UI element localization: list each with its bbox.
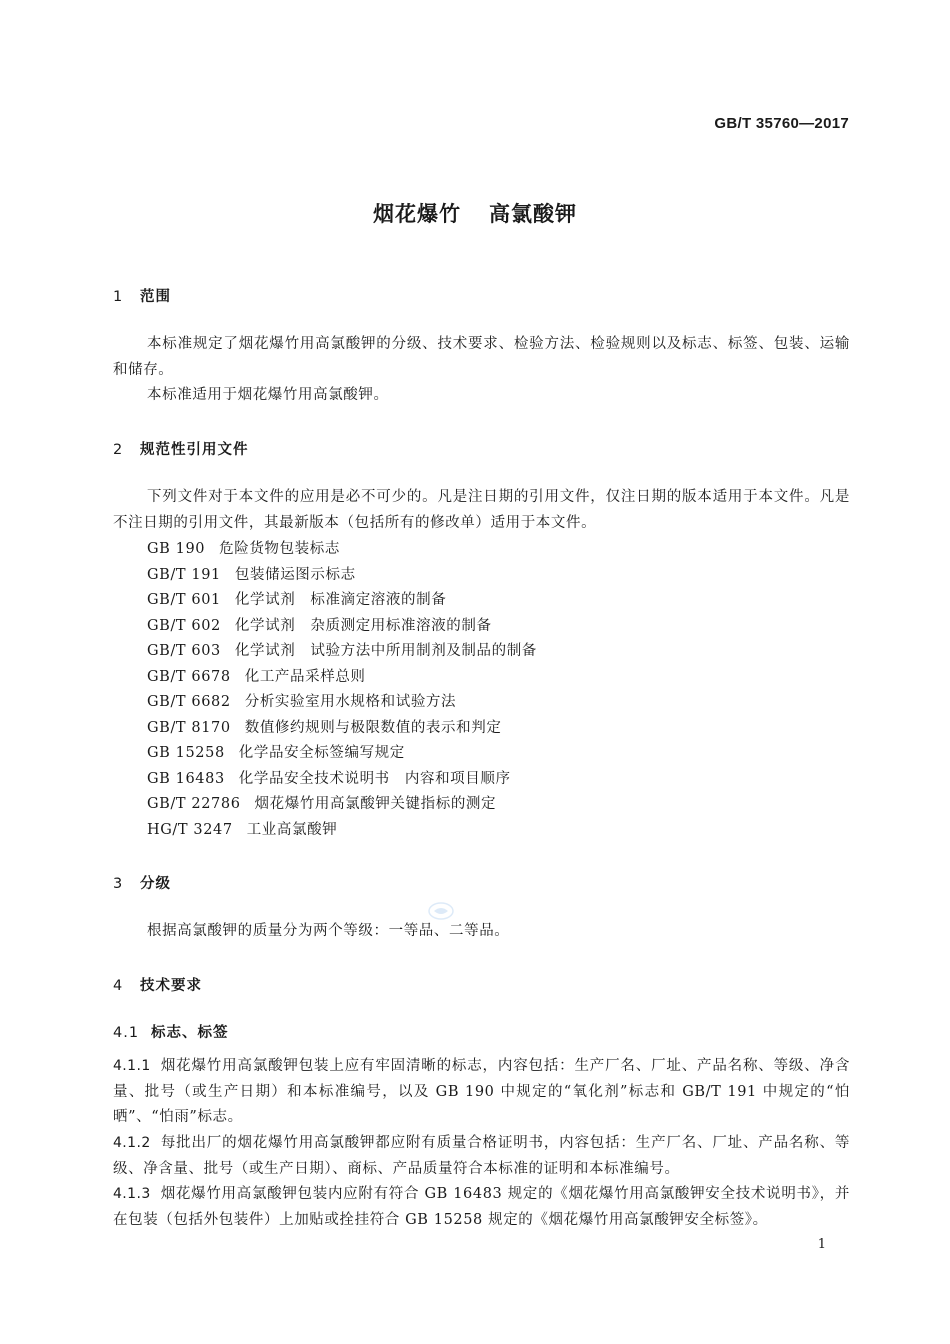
section-3-heading — [113, 872, 171, 893]
title-part-2: 高氯酸钾 — [489, 202, 577, 226]
reference-list — [147, 537, 537, 843]
reference-item — [147, 741, 537, 767]
section-number: 2 — [113, 442, 124, 458]
reference-item — [147, 716, 537, 742]
reference-item — [147, 639, 537, 665]
section-4-heading — [113, 974, 202, 995]
reference-title: 危险货物包装标志 — [219, 541, 340, 557]
reference-code: GB 16483 — [147, 770, 225, 787]
reference-title: 化学试剂 试验方法中所用制剂及制品的制备 — [234, 643, 537, 659]
reference-item — [147, 665, 537, 691]
scope-paragraph-1: 本标准规定了烟花爆竹用高氯酸钾的分级、技术要求、检验方法、检验规则以及标志、标签、包装、运输和储存。 — [113, 336, 850, 378]
reference-item — [147, 690, 537, 716]
clause-text: 烟花爆竹用高氯酸钾包装上应有牢固清晰的标志，内容包括：生产厂名、厂址、产品名称、等级、净含量、批号（或生产日期）和本标准编号，以及 GB 190 中规定的“氧化剂”标志和 GB/T 191 中规定的“怕晒”、“怕雨”标志。 — [113, 1058, 850, 1125]
reference-title: 工业高氯酸钾 — [246, 821, 338, 838]
section-title: 范围 — [140, 289, 171, 305]
clause-4-1-3 — [113, 1182, 850, 1233]
section-title: 技术要求 — [140, 978, 202, 994]
page-number: 1 — [817, 1237, 826, 1252]
document-title — [0, 198, 950, 228]
reference-item — [147, 767, 537, 793]
subsection-title: 标志、标签 — [151, 1025, 229, 1041]
reference-code: HG/T 3247 — [147, 821, 233, 838]
reference-item — [147, 614, 537, 640]
standard-number: GB/T 35760—2017 — [714, 115, 849, 132]
reference-title: 化学试剂 标准滴定溶液的制备 — [234, 592, 447, 608]
clause-number: 4.1.1 — [113, 1058, 151, 1074]
reference-code: GB/T 22786 — [147, 796, 241, 812]
section-number: 4 — [113, 978, 124, 994]
reference-item — [147, 818, 537, 844]
reference-title: 包装储运图示标志 — [234, 566, 356, 583]
references-intro: 下列文件对于本文件的应用是必不可少的。凡是注日期的引用文件，仅注日期的版本适用于本文件。凡是不注日期的引用文件，其最新版本（包括所有的修改单）适用于本文件。 — [113, 489, 850, 531]
reference-code: GB 190 — [147, 541, 206, 557]
reference-code: GB/T 191 — [147, 566, 221, 583]
clause-4-1-1 — [113, 1054, 850, 1131]
reference-title: 数值修约规则与极限数值的表示和判定 — [244, 719, 502, 736]
subsection-4-1-heading — [113, 1021, 229, 1042]
reference-code: GB 15258 — [147, 745, 225, 761]
section-number: 1 — [113, 289, 124, 305]
reference-title: 化学品安全技术说明书 内容和项目顺序 — [238, 770, 511, 787]
clause-number: 4.1.3 — [113, 1186, 151, 1202]
section-title: 分级 — [140, 876, 171, 892]
reference-code: GB/T 602 — [147, 617, 221, 634]
reference-title: 烟花爆竹用高氯酸钾关键指标的测定 — [254, 796, 497, 812]
reference-title: 化学试剂 杂质测定用标准溶液的制备 — [234, 617, 492, 634]
grading-paragraph: 根据高氯酸钾的质量分为两个等级：一等品、二等品。 — [147, 923, 510, 939]
reference-code: GB/T 6682 — [147, 694, 231, 710]
section-1-heading — [113, 285, 171, 306]
clause-4-1-2 — [113, 1131, 850, 1182]
watermark-logo-icon — [428, 902, 454, 920]
reference-title: 化学品安全标签编写规定 — [238, 745, 405, 761]
subsection-number: 4.1 — [113, 1025, 140, 1041]
section-number: 3 — [113, 876, 124, 892]
reference-code: GB/T 601 — [147, 592, 221, 608]
scope-paragraph-2: 本标准适用于烟花爆竹用高氯酸钾。 — [147, 387, 389, 403]
reference-item — [147, 792, 537, 818]
section-title: 规范性引用文件 — [140, 442, 249, 458]
reference-item — [147, 563, 537, 589]
reference-item — [147, 537, 537, 563]
reference-title: 分析实验室用水规格和试验方法 — [244, 694, 457, 710]
reference-title: 化工产品采样总则 — [244, 668, 366, 685]
clause-number: 4.1.2 — [113, 1135, 151, 1151]
reference-code: GB/T 603 — [147, 643, 221, 659]
clause-text: 每批出厂的烟花爆竹用高氯酸钾都应附有质量合格证明书，内容包括：生产厂名、厂址、产品名称、等级、净含量、批号（或生产日期）、商标、产品质量符合本标准的证明和本标准编号。 — [113, 1135, 850, 1177]
reference-code: GB/T 6678 — [147, 668, 231, 685]
clause-text: 烟花爆竹用高氯酸钾包装内应附有符合 GB 16483 规定的《烟花爆竹用高氯酸钾安全技术说明书》，并在包装（包括外包装件）上加贴或拴挂符合 GB 15258 规定的《烟花爆竹用高氯酸钾安全标签》。 — [113, 1186, 850, 1228]
title-part-1: 烟花爆竹 — [373, 202, 461, 226]
section-2-heading — [113, 438, 249, 459]
reference-item — [147, 588, 537, 614]
reference-code: GB/T 8170 — [147, 719, 231, 736]
